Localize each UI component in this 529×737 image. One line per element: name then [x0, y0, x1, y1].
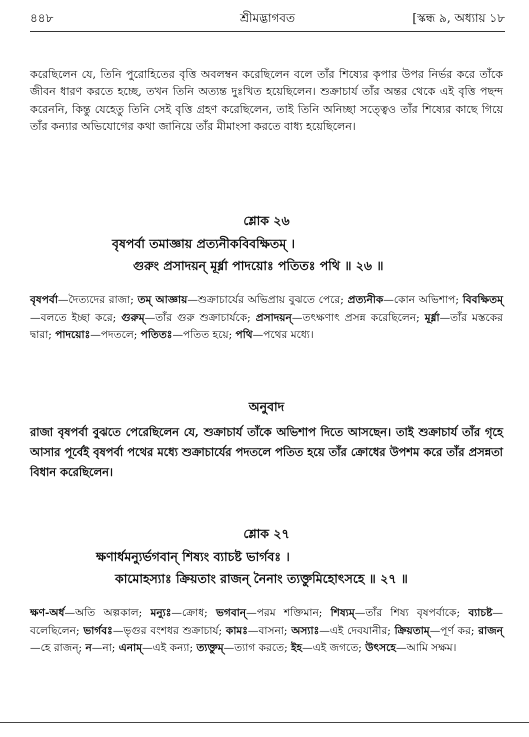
synonym-word: কামঃ	[225, 624, 248, 637]
synonym-word: ব্যাচষ্ট	[468, 607, 493, 619]
synonym-word: গুরুম্	[121, 311, 145, 324]
synonym-meaning: —অতি অল্পকাল;	[64, 607, 151, 619]
synonym-word: ক্ষণ-অর্ধ	[30, 607, 65, 619]
synonym-meaning: —ত্যাগ করতে;	[223, 642, 292, 655]
footer-rule	[0, 722, 529, 723]
synonym-word: শিষ্যম্	[330, 607, 355, 619]
synonym-meaning: —শুক্রাচার্যের অভিপ্রায় বুঝতে পেরে;	[187, 294, 348, 306]
synonym-meaning: —পতিত হয়ে;	[172, 329, 236, 342]
synonym-meaning: —এই দেবযানীর;	[319, 624, 395, 637]
synonym-meaning: —না;	[91, 642, 119, 655]
verse-26-heading: শ্লোক ২৬	[243, 213, 290, 228]
verse-26-synonyms	[30, 292, 503, 345]
synonym-meaning: —বলতে ইচ্ছা করে;	[30, 311, 122, 324]
synonym-word: ইহ	[291, 642, 303, 655]
synonym-meaning: —তাঁর মস্তকের দ্বারা;	[30, 311, 504, 342]
synonym-word: ভগবান্	[216, 607, 247, 619]
synonym-word: উৎসহে	[365, 642, 396, 655]
synonym-meaning: —পরম শক্তিমান;	[246, 607, 331, 619]
verse-26-translation-heading: অনুবাদ	[248, 399, 285, 414]
synonym-meaning: —তাঁর শিষ্য বৃষপর্বাকে;	[354, 607, 469, 619]
synonym-word: মন্যুঃ	[150, 607, 172, 619]
synonym-word: পতিতঃ	[140, 329, 173, 342]
synonym-meaning: —এই জগতে;	[302, 642, 366, 655]
verse-26-line-1: বৃষপর্বা তমাজ্ঞায় প্রত্যনীকবিবক্ষিতম্ ।	[112, 236, 295, 251]
synonym-meaning: —পদতলে;	[90, 329, 141, 342]
purport-continuation: করেছিলেন যে, তিনি পুরোহিতের বৃত্তি অবলম্বন করেছিলেন বলে তাঁর শিষ্যের কৃপার উপর নির্ভর করে তাঁকে জীবন ধারণ করতে হচ্ছে, তখন তিনি অত্যন্ত দুঃখিত হয়েছিলেন। শুক্রাচার্য তাঁর অন্তর থেকে এই বৃত্তি পছন্দ করেননি, কিন্তু যেহেতু তিনি সেই বৃত্তি গ্রহণ করেছিলেন, তাই তিনি অনিচ্ছা সত্ত্বেও তাঁর শিষ্যের কাছে গিয়ে তাঁর কন্যার অভিযোগের কথা জানিয়ে তাঁর মীমাংসা করতে বাধ্য হয়েছিলেন।	[30, 68, 503, 134]
verse-27-synonyms	[30, 605, 503, 658]
synonym-word: প্রত্যনীক	[347, 294, 384, 306]
chapter-reference: [স্কন্ধ ৯, অধ্যায় ১৮	[412, 11, 505, 25]
synonym-meaning: —ক্রোধ;	[171, 607, 216, 619]
synonym-word: এনাম্	[118, 642, 143, 655]
synonym-meaning: —কোন অভিশাপ;	[383, 294, 463, 306]
synonym-meaning: —তাঁর গুরু শুক্রাচার্যকে;	[144, 311, 256, 324]
synonym-meaning: —এই কন্যা;	[142, 642, 197, 655]
synonym-word: পাদয়োঃ	[55, 329, 91, 342]
synonym-word: বৃষপর্বা	[30, 294, 58, 306]
page-number: ৪৪৮	[30, 11, 54, 25]
synonym-meaning: —আমি সক্ষম।	[395, 642, 457, 655]
verse-27-heading: শ্লোক ২৭	[243, 526, 290, 541]
synonym-word: প্রসাদয়ন্	[255, 311, 292, 324]
synonym-meaning: —তৎক্ষণাৎ প্রসন্ন করেছিলেন;	[291, 311, 425, 324]
synonym-meaning: —হে রাজন্;	[30, 642, 86, 655]
synonym-word: অস্যাঃ	[291, 624, 320, 637]
synonym-meaning: —পথের মধ্যে।	[252, 329, 314, 342]
verse-26-line-2: গুরুং প্রসাদয়ন্ মূর্ধ্না পাদয়োঃ পতিতঃ পথি ॥ ২৬ ॥	[133, 258, 384, 273]
synonym-word: ক্রিয়তাম্	[394, 624, 430, 637]
synonym-word: ন	[85, 642, 92, 655]
page-header	[30, 10, 505, 30]
synonym-meaning: —পূর্ণ কর;	[429, 624, 479, 637]
synonym-word: ভার্গবঃ	[83, 624, 113, 637]
synonym-word: পথি	[235, 329, 253, 342]
synonym-word: তম্ আজ্ঞায়	[137, 294, 188, 306]
synonym-word: মূর্ধ্না	[424, 311, 440, 324]
verse-27-line-1: ক্ষণার্ধমন্যুর্ভগবান্ শিষ্যং ব্যাচষ্ট ভার্গবঃ ।	[96, 549, 290, 564]
book-title: শ্রীমদ্ভাগবত	[239, 11, 295, 25]
verse-26-translation: রাজা বৃষপর্বা বুঝতে পেরেছিলেন যে, শুক্রাচার্য তাঁকে অভিশাপ দিতে আসছেন। তাই শুক্রাচার্য তাঁর গৃহে আসার পূর্বেই বৃষপর্বা পথের মধ্যে শুক্রাচার্যের পদতলে পতিত হয়ে তাঁর ক্রোধের উপশম করে তাঁর প্রসন্নতা বিধান করেছিলেন।	[30, 425, 503, 479]
synonym-word: ত্যক্তুম্	[196, 642, 224, 655]
synonym-meaning: —বলেছিলেন;	[30, 607, 504, 637]
header-rule	[30, 31, 505, 32]
synonym-meaning: —দৈত্যদের রাজা;	[57, 294, 138, 306]
verse-27-line-2: কামোহস্যাঃ ক্রিয়তাং রাজন্ নৈনাং ত্যক্তুমিহোৎসহে ॥ ২৭ ॥	[115, 571, 408, 586]
synonym-word: রাজন্	[478, 624, 503, 637]
synonym-meaning: —বাসনা;	[247, 624, 292, 637]
synonym-meaning: —ভৃগুর বংশধর শুক্রাচার্য;	[112, 624, 226, 637]
synonym-word: বিবক্ষিতম্	[462, 294, 503, 306]
